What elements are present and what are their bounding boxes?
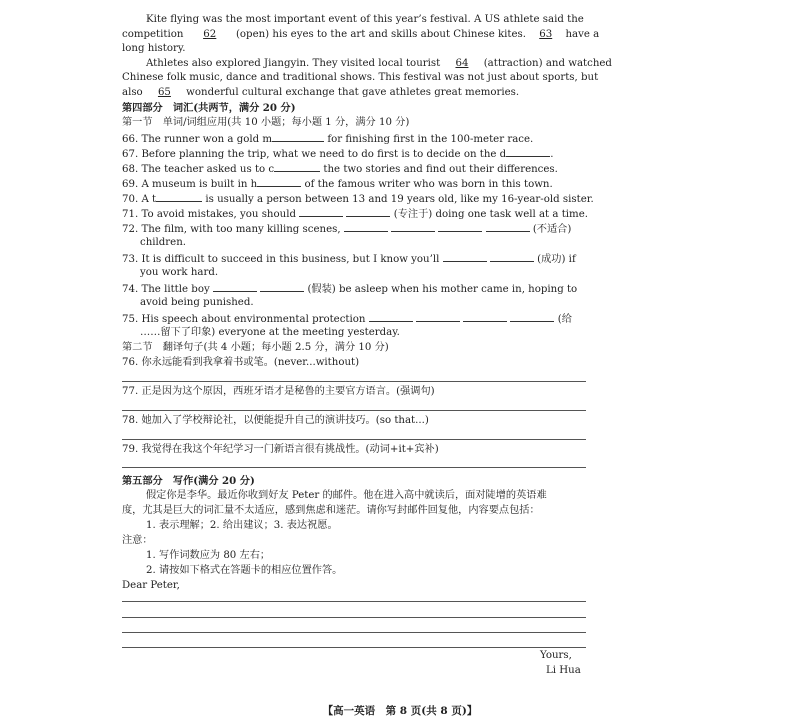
question-79: 79. 我觉得在我这个年纪学习一门新语言很有挑战性。(动词+it+宾补) — [122, 444, 439, 455]
text: Athletes also explored Jiangyin. They visited local tourist — [146, 58, 441, 69]
answer-blank[interactable] — [257, 176, 301, 187]
blank-number: 62 — [203, 29, 217, 40]
text: 71. To avoid mistakes, you should — [122, 209, 296, 220]
text: wonderful cultural exchange that gave athletes great memories. — [186, 87, 520, 98]
question-76: 76. 你永远能看到我拿着书或笔。(never...without) — [122, 357, 360, 368]
answer-line[interactable] — [122, 381, 586, 382]
text: competition — [122, 29, 184, 40]
answer-line[interactable] — [122, 439, 586, 440]
note-label: 注意： — [122, 535, 153, 546]
answer-blank[interactable] — [506, 146, 550, 157]
note-item: 1. 写作词数应为 80 左右； — [146, 550, 271, 561]
answer-blank[interactable] — [274, 161, 320, 172]
answer-blank[interactable] — [369, 311, 413, 322]
note-item: 2. 请按如下格式在答题卡的相应位置作答。 — [146, 565, 343, 576]
text: 67. Before planning the trip, what we need to do first is to decide on the d — [122, 149, 507, 160]
text: . — [550, 149, 554, 160]
text: (假装) be asleep when his mother came in, hoping to — [307, 284, 578, 295]
page-footer: 【高一英语 第 8 页(共 8 页)】 — [322, 705, 478, 717]
text: (attraction) and watched — [483, 58, 612, 69]
writing-prompt: 1. 表示理解；2. 给出建议；3. 表达祝愿。 — [146, 520, 338, 531]
answer-blank[interactable] — [463, 311, 507, 322]
section-heading: 第四部分 词汇(共两节，满分 20 分) — [122, 102, 296, 114]
answer-blank[interactable] — [213, 281, 257, 292]
answer-line[interactable] — [122, 467, 586, 468]
question-74-cont: avoid being punished. — [140, 297, 254, 308]
text: (成功) if — [537, 254, 576, 265]
passage-line: Chinese folk music, dance and traditional shows. This festival was not just about sports, but — [122, 72, 599, 83]
subsection-heading: 第一节 单词/词组应用(共 10 小题；每小题 1 分，满分 10 分) — [122, 117, 410, 128]
question-69 — [122, 176, 588, 192]
question-70 — [122, 191, 594, 207]
writing-line[interactable] — [122, 601, 586, 602]
answer-blank[interactable] — [391, 221, 435, 232]
passage-line — [146, 57, 612, 71]
answer-blank[interactable] — [510, 311, 554, 322]
letter-closing: Yours, — [540, 650, 572, 661]
text: 75. His speech about environmental protection — [122, 314, 366, 325]
blank-number: 65 — [157, 87, 171, 98]
answer-blank[interactable] — [416, 311, 460, 322]
text: have a — [565, 29, 600, 40]
text: of the famous writer who was born in this town. — [304, 179, 553, 190]
question-75 — [122, 311, 588, 327]
question-77: 77. 正是因为这个原因，西班牙语才是秘鲁的主要官方语言。(强调句) — [122, 386, 435, 397]
text: (给 — [557, 314, 572, 325]
letter-signature: Li Hua — [546, 665, 581, 676]
blank-63[interactable] — [529, 29, 562, 40]
question-78: 78. 她加入了学校辩论社，以便能提升自己的演讲技巧。(so that...) — [122, 415, 429, 426]
answer-blank[interactable] — [438, 221, 482, 232]
answer-blank[interactable] — [443, 251, 487, 262]
question-72 — [122, 221, 588, 237]
blank-number: 63 — [539, 29, 553, 40]
question-68 — [122, 161, 588, 177]
subsection-heading: 第二节 翻译句子(共 4 小题；每小题 2.5 分，满分 10 分) — [122, 342, 389, 353]
text: also — [122, 87, 143, 98]
text: (不适合) — [532, 224, 572, 235]
question-74 — [122, 281, 588, 297]
text: 74. The little boy — [122, 284, 210, 295]
writing-line[interactable] — [122, 632, 586, 633]
section-heading: 第五部分 写作(满分 20 分) — [122, 475, 255, 487]
question-66 — [122, 131, 588, 147]
passage-line: Kite flying was the most important event of this year’s festival. A US athlete said the — [146, 14, 584, 25]
answer-blank[interactable] — [272, 131, 324, 142]
answer-blank[interactable] — [486, 221, 530, 232]
blank-64[interactable] — [443, 58, 480, 69]
text: 73. It is difficult to succeed in this business, but I know you’ll — [122, 254, 440, 265]
text: is usually a person between 13 and 19 years old, like my 16-year-old sister. — [205, 194, 594, 205]
question-67 — [122, 146, 588, 162]
blank-62[interactable] — [187, 28, 233, 38]
letter-greeting: Dear Peter, — [122, 580, 180, 591]
writing-prompt: 假定你是李华。最近你收到好友 Peter 的邮件。他在进入高中就读后，面对陡增的英语难 — [146, 490, 547, 501]
question-73 — [122, 251, 588, 267]
text: 66. The runner won a gold m — [122, 134, 273, 145]
passage-line — [122, 28, 600, 42]
passage-line — [122, 86, 588, 100]
blank-65[interactable] — [146, 87, 183, 98]
text: 70. A t — [122, 194, 157, 205]
answer-blank[interactable] — [490, 251, 534, 262]
answer-blank[interactable] — [344, 221, 388, 232]
question-75-cont: ……留下了印象) everyone at the meeting yesterday. — [140, 327, 400, 338]
text: 69. A museum is built in h — [122, 179, 258, 190]
answer-blank[interactable] — [156, 191, 202, 202]
text: for finishing first in the 100-meter race. — [327, 134, 534, 145]
answer-blank[interactable] — [346, 206, 390, 217]
question-73-cont: you work hard. — [140, 267, 219, 278]
question-71 — [122, 206, 588, 222]
answer-line[interactable] — [122, 410, 586, 411]
text: (open) his eyes to the art and skills about Chinese kites. — [235, 29, 526, 40]
writing-line[interactable] — [122, 647, 586, 648]
question-72-cont: children. — [140, 237, 187, 248]
text: 72. The film, with too many killing scenes, — [122, 224, 341, 235]
passage-line: long history. — [122, 43, 186, 54]
writing-line[interactable] — [122, 617, 586, 618]
answer-blank[interactable] — [299, 206, 343, 217]
blank-number: 64 — [455, 58, 469, 69]
text: 68. The teacher asked us to c — [122, 164, 275, 175]
writing-prompt: 度，尤其是巨大的词汇量不太适应，感到焦虑和迷茫。请你写封邮件回复他，内容要点包括： — [122, 505, 540, 516]
text: the two stories and find out their differences. — [323, 164, 558, 175]
text: (专注于) doing one task well at a time. — [393, 209, 588, 220]
answer-blank[interactable] — [260, 281, 304, 292]
